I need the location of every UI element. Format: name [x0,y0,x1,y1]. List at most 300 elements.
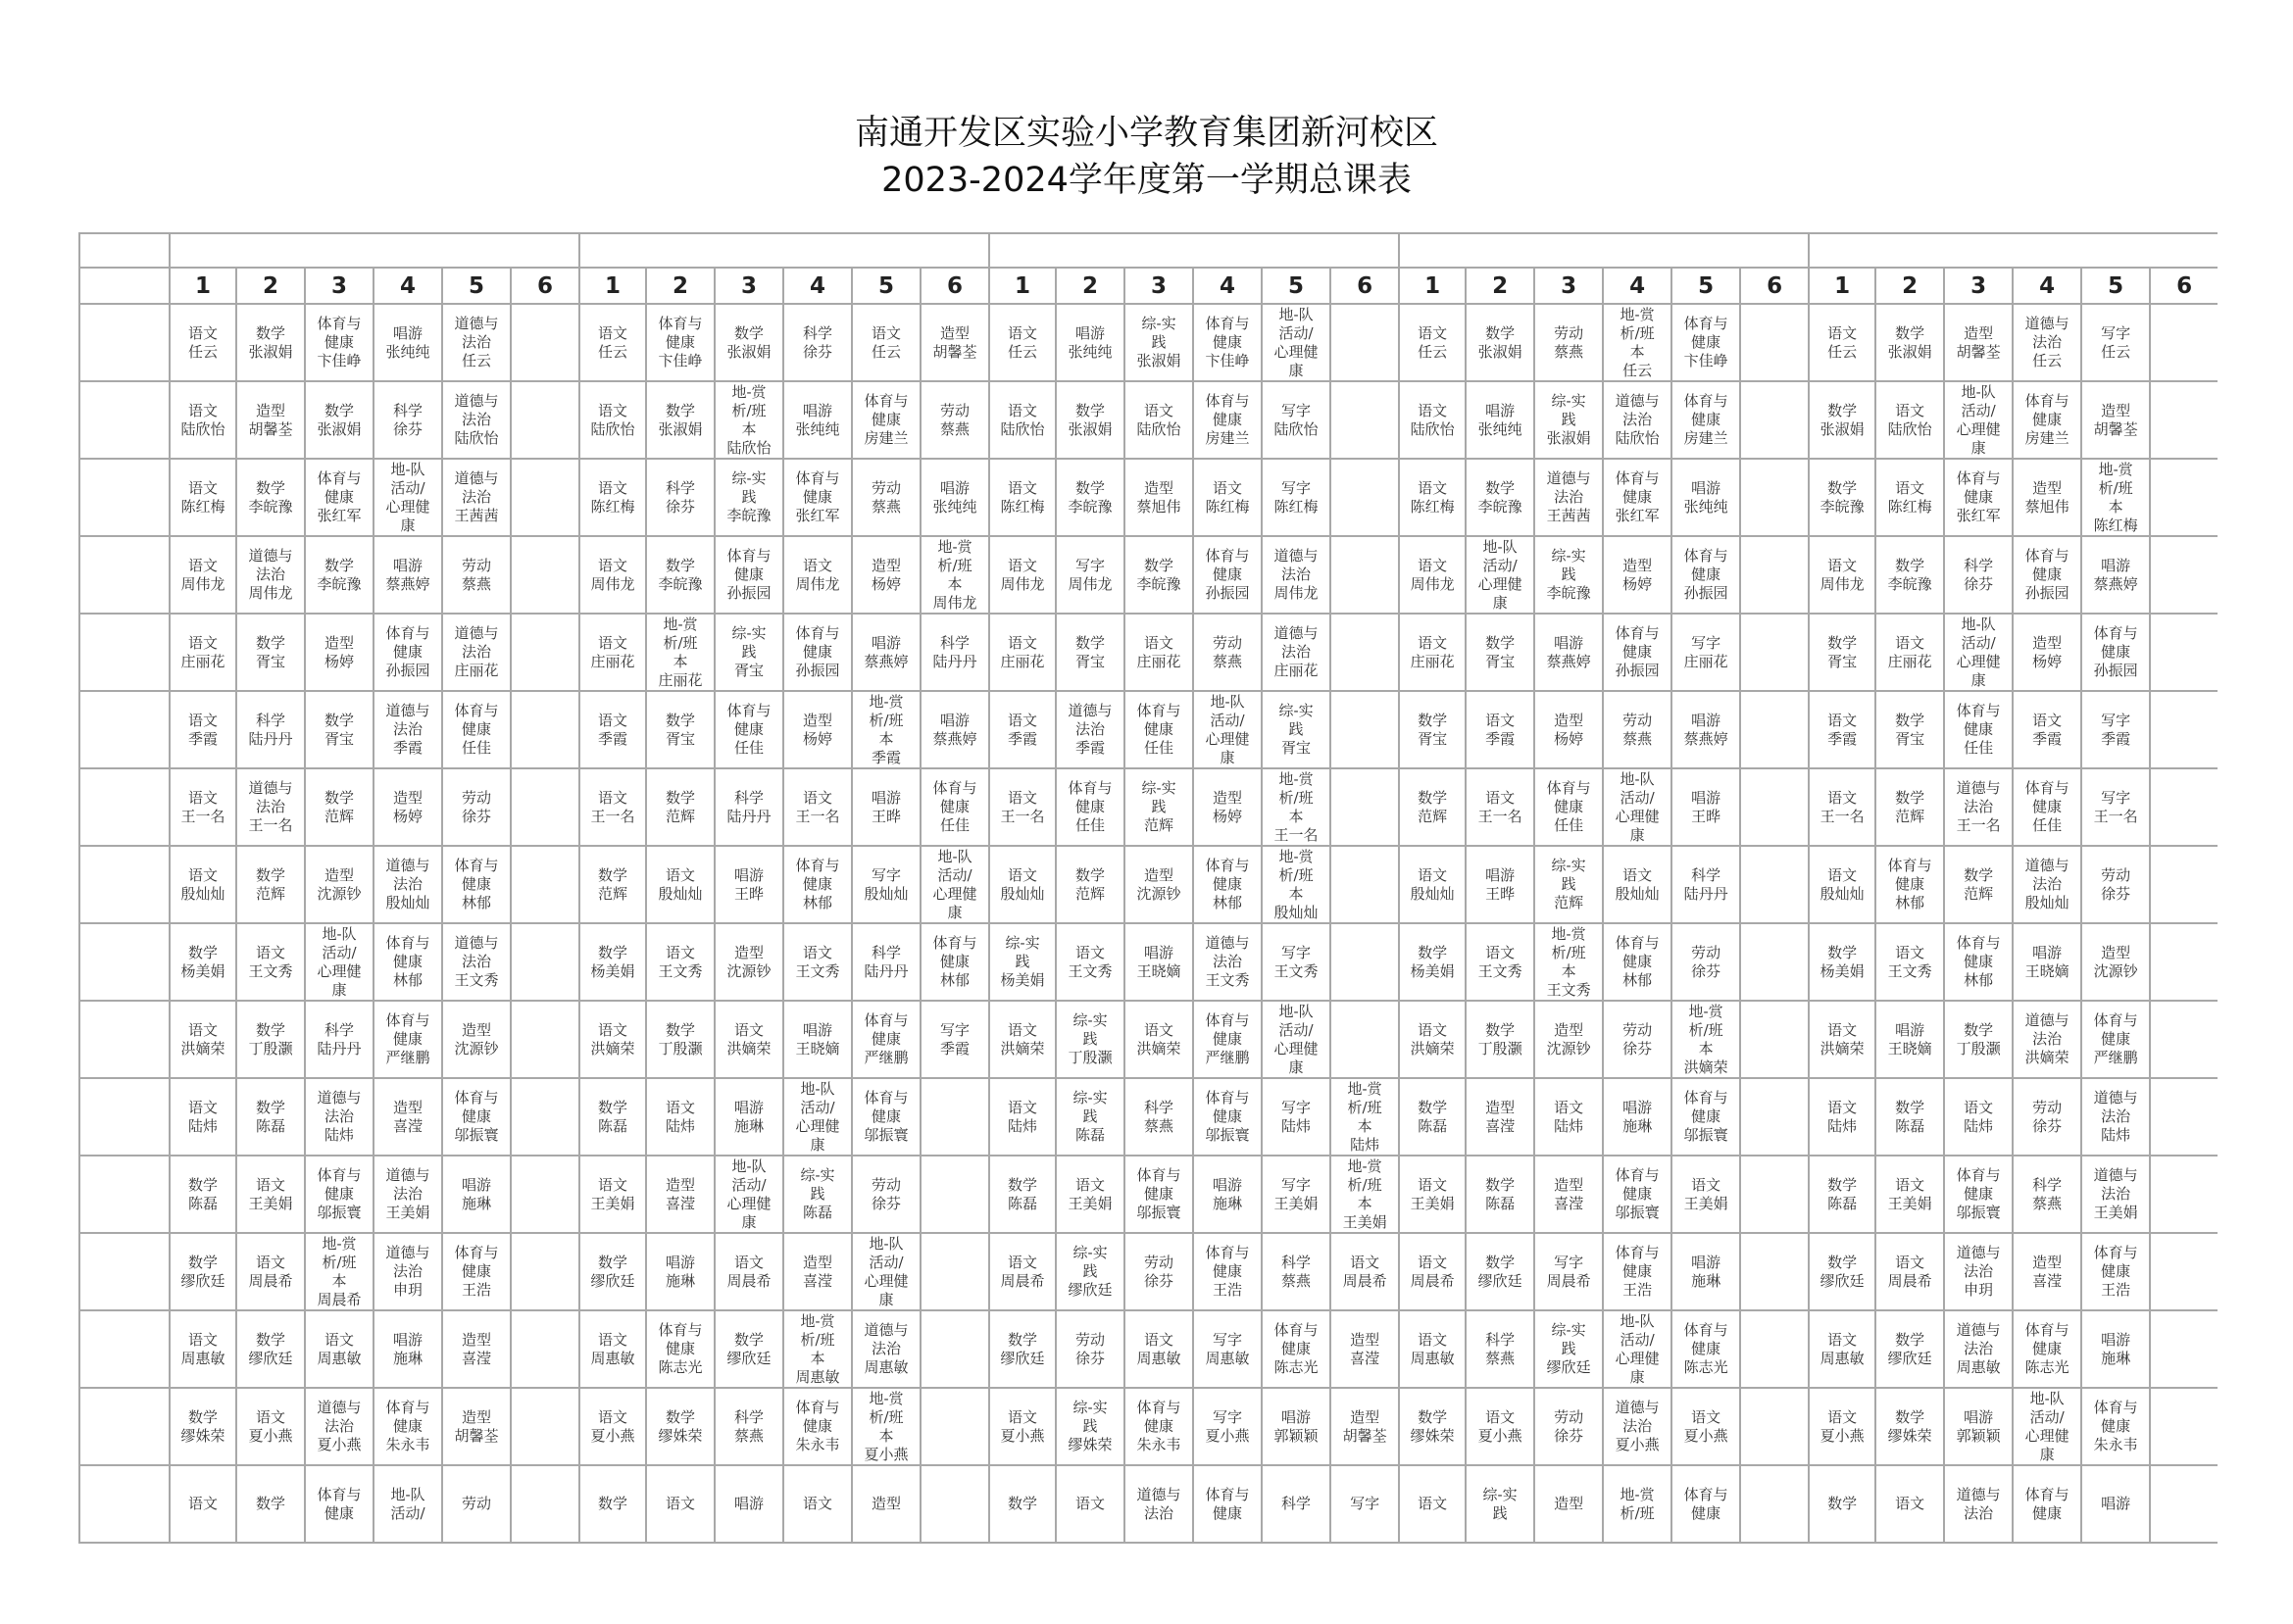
lesson-cell: 劳动 徐芬 [1124,1233,1193,1310]
class-label-cell [79,1310,170,1388]
class-row [79,691,2218,768]
lesson-cell: 地-队 活动/ 心理健 康 [1466,536,1534,614]
lesson-cell: 地-赏 析/班 本 季霞 [852,691,921,768]
lesson-cell [921,1078,989,1156]
lesson-cell [2150,1310,2218,1388]
lesson-cell: 道德与 法治 陆炜 [2081,1078,2150,1156]
lesson-cell: 道德与 法治 王茜茜 [1534,459,1603,536]
period-number: 3 [1944,268,2013,304]
lesson-cell [511,1156,579,1233]
period-number: 4 [2013,268,2081,304]
lesson-cell: 劳动 徐芬 [1534,1388,1603,1465]
lesson-cell: 数学 缪欣廷 [1466,1233,1534,1310]
lesson-cell [511,1388,579,1465]
lesson-cell: 体育与 健康 张红军 [1603,459,1671,536]
lesson-cell: 唱游 施琳 [374,1310,442,1388]
lesson-cell: 综-实 践 缪姝荣 [1056,1388,1124,1465]
class-row [79,1078,2218,1156]
lesson-cell [511,304,579,381]
lesson-cell: 道德与 法治 周惠敏 [852,1310,921,1388]
lesson-cell [1740,459,1809,536]
period-number: 2 [1875,268,1944,304]
lesson-cell [1740,846,1809,923]
lesson-cell: 语文 王一名 [783,768,852,846]
lesson-cell: 语文 陆欣怡 [989,381,1056,459]
lesson-cell: 数学 丁殷灏 [1466,1001,1534,1078]
lesson-cell: 语文 季霞 [1809,691,1875,768]
lesson-cell: 语文 王美娟 [1875,1156,1944,1233]
lesson-cell: 体育与 健康 任佳 [921,768,989,846]
lesson-cell: 语文 王美娟 [1671,1156,1740,1233]
lesson-cell: 写字 任云 [2081,304,2150,381]
lesson-cell: 科学 蔡燕 [715,1388,783,1465]
lesson-cell: 综-实 践 李皖豫 [1534,536,1603,614]
lesson-cell: 唱游 施琳 [442,1156,511,1233]
lesson-cell: 数学 范辉 [646,768,715,846]
lesson-cell: 体育与 健康 王浩 [442,1233,511,1310]
lesson-cell [511,1465,579,1543]
lesson-cell: 唱游 施琳 [715,1078,783,1156]
class-label-cell [79,1001,170,1078]
lesson-cell [1330,304,1399,381]
lesson-cell: 地-赏 析/班 本 周伟龙 [921,536,989,614]
lesson-cell: 造型 杨婷 [783,691,852,768]
period-number: 4 [783,268,852,304]
lesson-cell: 语文 陆欣怡 [170,381,236,459]
lesson-cell: 写字 夏小燕 [1193,1388,1262,1465]
lesson-cell: 数学 陈磊 [236,1078,305,1156]
lesson-cell: 造型 喜滢 [374,1078,442,1156]
lesson-cell [1740,1001,1809,1078]
lesson-cell: 语文 周晨希 [1399,1233,1466,1310]
class-row [79,536,2218,614]
lesson-cell: 数学 胥宝 [305,691,374,768]
lesson-cell: 道德与 法治 陆欣怡 [1603,381,1671,459]
lesson-cell: 科学 徐芬 [646,459,715,536]
lesson-cell: 道德与 法治 庄丽花 [442,614,511,691]
lesson-cell: 语文 周伟龙 [783,536,852,614]
lesson-cell: 造型 蔡旭伟 [1124,459,1193,536]
lesson-cell: 语文 周惠敏 [305,1310,374,1388]
lesson-cell: 造型 胡馨荃 [236,381,305,459]
period-number-row [79,268,2218,304]
lesson-cell: 地-队 活动/ 心理健 康 [305,923,374,1001]
lesson-cell [1740,536,1809,614]
lesson-cell: 造型 喜滢 [1330,1310,1399,1388]
lesson-cell: 语文 [783,1465,852,1543]
lesson-cell: 体育与 健康 王浩 [1193,1233,1262,1310]
lesson-cell [1740,768,1809,846]
lesson-cell: 体育与 健康 林郁 [374,923,442,1001]
lesson-cell: 语文 [170,1465,236,1543]
lesson-cell: 唱游 蔡燕婷 [1671,691,1740,768]
lesson-cell: 体育与 健康 房建兰 [1193,381,1262,459]
lesson-cell [2150,614,2218,691]
lesson-cell: 科学 陆丹丹 [1671,846,1740,923]
lesson-cell: 数学 李皖豫 [236,459,305,536]
lesson-cell: 唱游 王晓嫡 [1875,1001,1944,1078]
lesson-cell [921,1310,989,1388]
lesson-cell: 造型 沈源钞 [715,923,783,1001]
lesson-cell: 写字 陆欣怡 [1262,381,1330,459]
class-label-cell [79,768,170,846]
lesson-cell: 体育与 健康 王浩 [1603,1233,1671,1310]
lesson-cell: 语文 陆欣怡 [1124,381,1193,459]
lesson-cell: 唱游 张纯纯 [783,381,852,459]
lesson-cell [511,691,579,768]
period-number: 1 [1399,268,1466,304]
lesson-cell: 语文 殷灿灿 [170,846,236,923]
lesson-cell: 劳动 蔡燕 [1193,614,1262,691]
lesson-cell: 道德与 法治 陆欣怡 [442,381,511,459]
lesson-cell: 体育与 健康 张红军 [305,459,374,536]
lesson-cell: 劳动 徐芬 [2013,1078,2081,1156]
lesson-cell: 地-队 活动/ 心理健 康 [1944,381,2013,459]
lesson-cell: 唱游 蔡燕婷 [374,536,442,614]
lesson-cell: 体育与 健康 [305,1465,374,1543]
lesson-cell: 综-实 践 缪欣廷 [1056,1233,1124,1310]
lesson-cell: 语文 夏小燕 [1466,1388,1534,1465]
lesson-cell [1330,1001,1399,1078]
lesson-cell: 语文 周惠敏 [1809,1310,1875,1388]
period-number: 1 [989,268,1056,304]
lesson-cell [1330,923,1399,1001]
lesson-cell: 综-实 践 胥宝 [1262,691,1330,768]
lesson-cell: 道德与 法治 任云 [442,304,511,381]
period-number: 5 [1262,268,1330,304]
lesson-cell: 语文 陆欣怡 [579,381,646,459]
lesson-cell: 体育与 健康 严继鹏 [852,1001,921,1078]
lesson-cell: 语文 庄丽花 [1124,614,1193,691]
lesson-cell: 综-实 践 张淑娟 [1124,304,1193,381]
lesson-cell: 语文 夏小燕 [1809,1388,1875,1465]
lesson-cell: 地-赏 析/班 本 夏小燕 [852,1388,921,1465]
lesson-cell: 写字 王美娟 [1262,1156,1330,1233]
lesson-cell: 数学 缪欣廷 [989,1310,1056,1388]
lesson-cell: 写字 周惠敏 [1193,1310,1262,1388]
lesson-cell: 体育与 健康 严继鹏 [1193,1001,1262,1078]
lesson-cell: 语文 任云 [852,304,921,381]
period-number: 6 [2150,268,2218,304]
lesson-cell [511,614,579,691]
lesson-cell: 语文 陈红梅 [1875,459,1944,536]
lesson-cell: 体育与 健康 卞佳峥 [646,304,715,381]
lesson-cell: 语文 庄丽花 [170,614,236,691]
lesson-cell: 数学 缪欣廷 [170,1233,236,1310]
lesson-cell: 科学 徐芬 [783,304,852,381]
lesson-cell [921,1156,989,1233]
lesson-cell: 道德与 法治 王美娟 [374,1156,442,1233]
lesson-cell: 数学 张淑娟 [1809,381,1875,459]
lesson-cell: 劳动 徐芬 [852,1156,921,1233]
lesson-cell: 体育与 健康 孙振园 [715,536,783,614]
lesson-cell: 地-赏 析/班 本 王美娟 [1330,1156,1399,1233]
lesson-cell: 语文 周晨希 [1875,1233,1944,1310]
lesson-cell: 地-赏 析/班 本 王一名 [1262,768,1330,846]
lesson-cell: 体育与 健康 卞佳峥 [1193,304,1262,381]
lesson-cell: 造型 [852,1465,921,1543]
lesson-cell: 语文 周晨希 [1330,1233,1399,1310]
lesson-cell: 唱游 蔡燕婷 [921,691,989,768]
lesson-cell: 体育与 健康 房建兰 [2013,381,2081,459]
day-header-cell [1399,233,1809,268]
lesson-cell: 地-队 活动/ [374,1465,442,1543]
lesson-cell: 道德与 法治 任云 [2013,304,2081,381]
lesson-cell: 体育与 健康 [1671,1465,1740,1543]
lesson-cell: 道德与 法治 夏小燕 [305,1388,374,1465]
lesson-cell: 唱游 郭颖颖 [1944,1388,2013,1465]
period-number: 3 [715,268,783,304]
lesson-cell: 造型 [1534,1465,1603,1543]
lesson-cell: 体育与 健康 林郁 [1603,923,1671,1001]
lesson-cell: 体育与 健康 孙振园 [2013,536,2081,614]
class-label-cell [79,304,170,381]
lesson-cell: 唱游 施琳 [1603,1078,1671,1156]
lesson-cell: 造型 杨婷 [305,614,374,691]
lesson-cell: 数学 胥宝 [1466,614,1534,691]
lesson-cell: 造型 喜滢 [783,1233,852,1310]
day-header-row [79,233,2218,268]
lesson-cell: 体育与 健康 任佳 [1124,691,1193,768]
lesson-cell: 道德与 法治 王文秀 [442,923,511,1001]
lesson-cell: 造型 喜滢 [2013,1233,2081,1310]
lesson-cell: 体育与 健康 任佳 [1944,691,2013,768]
period-number: 6 [921,268,989,304]
lesson-cell: 语文 王美娟 [1399,1156,1466,1233]
lesson-cell: 唱游 蔡燕婷 [2081,536,2150,614]
lesson-cell: 数学 陈磊 [989,1156,1056,1233]
lesson-cell: 数学 范辉 [236,846,305,923]
class-row [79,1310,2218,1388]
lesson-cell: 数学 缪姝荣 [1875,1388,1944,1465]
lesson-cell: 劳动 蔡燕 [442,536,511,614]
lesson-cell: 数学 缪姝荣 [170,1388,236,1465]
lesson-cell: 唱游 施琳 [646,1233,715,1310]
lesson-cell: 语文 王文秀 [1466,923,1534,1001]
lesson-cell: 写字 [1330,1465,1399,1543]
lesson-cell: 造型 沈源钞 [1124,846,1193,923]
lesson-cell: 数学 范辉 [305,768,374,846]
lesson-cell: 数学 李皖豫 [1809,459,1875,536]
lesson-cell: 数学 [989,1465,1056,1543]
lesson-cell: 唱游 王晔 [1466,846,1534,923]
lesson-cell [1330,381,1399,459]
lesson-cell [511,536,579,614]
period-number: 6 [511,268,579,304]
lesson-cell: 地-赏 析/班 [1603,1465,1671,1543]
lesson-cell: 数学 陈磊 [1875,1078,1944,1156]
lesson-cell: 数学 胥宝 [1809,614,1875,691]
lesson-cell: 地-赏 析/班 本 陆欣怡 [715,381,783,459]
lesson-cell: 语文 陆炜 [1809,1078,1875,1156]
lesson-cell: 体育与 健康 任佳 [442,691,511,768]
lesson-cell: 道德与 法治 洪嫡荣 [2013,1001,2081,1078]
lesson-cell: 语文 王美娟 [236,1156,305,1233]
lesson-cell: 语文 殷灿灿 [646,846,715,923]
lesson-cell: 数学 缪姝荣 [646,1388,715,1465]
lesson-cell: 语文 王文秀 [783,923,852,1001]
lesson-cell [511,1310,579,1388]
lesson-cell [2150,768,2218,846]
lesson-cell: 数学 胥宝 [646,691,715,768]
lesson-cell: 语文 王文秀 [1875,923,1944,1001]
lesson-cell: 语文 任云 [1399,304,1466,381]
lesson-cell: 综-实 践 杨美娟 [989,923,1056,1001]
lesson-cell: 造型 胡馨荃 [921,304,989,381]
lesson-cell: 体育与 健康 任佳 [2013,768,2081,846]
lesson-cell: 劳动 蔡燕 [852,459,921,536]
lesson-cell: 数学 陈磊 [170,1156,236,1233]
lesson-cell: 唱游 王晓嫡 [1124,923,1193,1001]
timetable-grid [78,232,2218,1544]
lesson-cell: 道德与 法治 周伟龙 [236,536,305,614]
lesson-cell: 造型 蔡旭伟 [2013,459,2081,536]
lesson-cell: 数学 胥宝 [236,614,305,691]
lesson-cell: 体育与 健康 邬振寰 [442,1078,511,1156]
lesson-cell: 语文 王一名 [579,768,646,846]
lesson-cell: 体育与 健康 林郁 [921,923,989,1001]
lesson-cell [2150,536,2218,614]
lesson-cell: 体育与 健康 孙振园 [374,614,442,691]
lesson-cell: 写字 殷灿灿 [852,846,921,923]
lesson-cell [511,1078,579,1156]
lesson-cell: 体育与 健康 王浩 [2081,1233,2150,1310]
class-label-cell [79,381,170,459]
class-label-cell [79,614,170,691]
lesson-cell: 语文 陈红梅 [989,459,1056,536]
lesson-cell: 唱游 施琳 [2081,1310,2150,1388]
lesson-cell: 数学 范辉 [1056,846,1124,923]
lesson-cell: 劳动 徐芬 [2081,846,2150,923]
lesson-cell: 造型 胡馨荃 [1330,1388,1399,1465]
lesson-cell: 写字 王文秀 [1262,923,1330,1001]
lesson-cell: 数学 缪姝荣 [1399,1388,1466,1465]
lesson-cell: 劳动 蔡燕 [1534,304,1603,381]
lesson-cell: 语文 庄丽花 [989,614,1056,691]
lesson-cell [2150,1156,2218,1233]
lesson-cell: 数学 范辉 [1944,846,2013,923]
lesson-cell: 写字 周晨希 [1534,1233,1603,1310]
lesson-cell: 语文 洪嫡荣 [170,1001,236,1078]
corner-cell [79,233,170,268]
lesson-cell: 造型 杨婷 [1603,536,1671,614]
lesson-cell: 语文 季霞 [1466,691,1534,768]
lesson-cell: 科学 徐芬 [374,381,442,459]
class-row [79,459,2218,536]
lesson-cell: 综-实 践 缪欣廷 [1534,1310,1603,1388]
lesson-cell: 综-实 践 陈磊 [1056,1078,1124,1156]
lesson-cell: 体育与 健康 陈志光 [1671,1310,1740,1388]
lesson-cell [921,1233,989,1310]
lesson-cell [2150,1388,2218,1465]
class-label-cell [79,1233,170,1310]
class-row [79,846,2218,923]
class-row [79,1001,2218,1078]
lesson-cell: 语文 庄丽花 [579,614,646,691]
lesson-cell [1330,846,1399,923]
lesson-cell: 综-实 践 范辉 [1124,768,1193,846]
lesson-cell: 劳动 [442,1465,511,1543]
lesson-cell: 数学 杨美娟 [170,923,236,1001]
lesson-cell: 数学 李皖豫 [1466,459,1534,536]
lesson-cell: 体育与 健康 林郁 [1875,846,1944,923]
lesson-cell: 道德与 法治 [1124,1465,1193,1543]
lesson-cell: 语文 王一名 [170,768,236,846]
lesson-cell: 唱游 郭颖颖 [1262,1388,1330,1465]
lesson-cell [2150,1001,2218,1078]
lesson-cell: 唱游 王晔 [715,846,783,923]
lesson-cell: 体育与 健康 [1193,1465,1262,1543]
lesson-cell: 地-赏 析/班 本 陆炜 [1330,1078,1399,1156]
lesson-cell: 唱游 施琳 [1193,1156,1262,1233]
class-label-cell [79,536,170,614]
lesson-cell: 语文 周伟龙 [170,536,236,614]
class-label-cell [79,691,170,768]
lesson-cell: 体育与 健康 陈志光 [2013,1310,2081,1388]
lesson-cell [511,1001,579,1078]
lesson-cell: 语文 夏小燕 [989,1388,1056,1465]
period-number: 2 [1056,268,1124,304]
lesson-cell: 唱游 张纯纯 [1056,304,1124,381]
lesson-cell: 地-队 活动/ 心理健 康 [715,1156,783,1233]
lesson-cell: 唱游 蔡燕婷 [1534,614,1603,691]
lesson-cell: 唱游 张纯纯 [1671,459,1740,536]
lesson-cell: 造型 沈源钞 [305,846,374,923]
lesson-cell [2150,1465,2218,1543]
lesson-cell: 体育与 健康 卞佳峥 [305,304,374,381]
lesson-cell: 数学 [579,1465,646,1543]
class-row [79,381,2218,459]
day-header-cell [579,233,989,268]
lesson-cell: 道德与 法治 王美娟 [2081,1156,2150,1233]
lesson-cell [1740,691,1809,768]
lesson-cell: 道德与 法治 王一名 [236,768,305,846]
lesson-cell: 数学 杨美娟 [579,923,646,1001]
lesson-cell: 唱游 [715,1465,783,1543]
lesson-cell: 语文 季霞 [989,691,1056,768]
lesson-cell: 数学 胥宝 [1399,691,1466,768]
lesson-cell: 语文 陆炜 [646,1078,715,1156]
lesson-cell [1740,1310,1809,1388]
lesson-cell: 体育与 健康 房建兰 [1671,381,1740,459]
lesson-cell: 体育与 健康 邬振寰 [852,1078,921,1156]
lesson-cell: 唱游 张纯纯 [921,459,989,536]
lesson-cell: 科学 蔡燕 [1124,1078,1193,1156]
lesson-cell [511,459,579,536]
lesson-cell: 语文 王一名 [1466,768,1534,846]
lesson-cell: 唱游 蔡燕婷 [852,614,921,691]
lesson-cell: 体育与 健康 邬振寰 [1671,1078,1740,1156]
lesson-cell [1330,614,1399,691]
lesson-cell: 语文 洪嫡荣 [1809,1001,1875,1078]
lesson-cell: 道德与 法治 周伟龙 [1262,536,1330,614]
lesson-cell [511,846,579,923]
class-label-cell [79,1078,170,1156]
lesson-cell: 语文 洪嫡荣 [1399,1001,1466,1078]
class-row [79,304,2218,381]
lesson-cell: 体育与 健康 林郁 [1944,923,2013,1001]
lesson-cell: 体育与 健康 朱永韦 [374,1388,442,1465]
lesson-cell: 体育与 健康 林郁 [442,846,511,923]
lesson-cell: 语文 洪嫡荣 [989,1001,1056,1078]
lesson-cell: 地-赏 析/班 本 殷灿灿 [1262,846,1330,923]
lesson-cell: 数学 陈磊 [1399,1078,1466,1156]
lesson-cell: 语文 周晨希 [236,1233,305,1310]
lesson-cell [1740,1388,1809,1465]
lesson-cell: 语文 季霞 [2013,691,2081,768]
lesson-cell: 体育与 健康 邬振寰 [305,1156,374,1233]
lesson-cell [2150,923,2218,1001]
